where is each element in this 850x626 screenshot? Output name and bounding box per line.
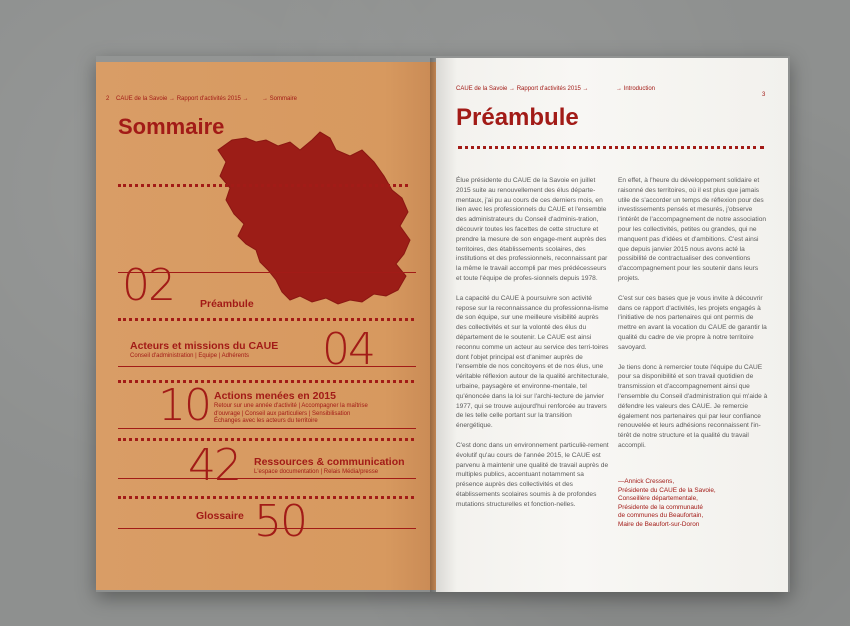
signature-role-4: de communes du Beaufortain, xyxy=(618,512,704,520)
signature-name: —Annick Cressens, xyxy=(618,478,675,485)
entry-number-04: 04 xyxy=(322,324,374,375)
signature-role-1: Présidente du CAUE de la Savoie, xyxy=(618,486,716,494)
right-section-label: → Introduction xyxy=(616,86,656,92)
entry-title-acteurs: Acteurs et missions du CAUE xyxy=(130,340,279,352)
preambule-paragraph-5: C'est sur ces bases que je vous invite à découvrir dans ce rapport d'activités, les projets engagés à l'initiative de nos partenaires qui ont permis de mettre en avant la vocation du CAUE de garantir la qualité du cadre de vie propre à notre territoire savoyard. xyxy=(618,294,767,351)
entry-line-50 xyxy=(118,528,416,529)
preambule-paragraph-2: La capacité du CAUE à poursuivre son activité repose sur la reconnaissance du professionna-lisme de son équipe, sur une meilleure visibilité auprès des collectivités et sur la volonté des élus du département de le soutenir. Le CAUE est ainsi reconnu comme un acteur au service des terri-toires dont l'objet principal est d'animer auprès de l'ensemble de nos concitoyens et de nos élus, une véritable réflexion autour de la qualité architecturale, urbaine, paysagère et environne-mentale, tel qu'énoncée dans la loi sur l'archi-tecture de janvier 1977, qui se trouve aujourd'hui renforcée au travers de les telle celle portant sur la transition énergétique. xyxy=(456,294,609,430)
signature-role-3: Présidente de la communauté xyxy=(618,503,703,511)
dotted-divider-1 xyxy=(118,184,408,187)
entry-line-42 xyxy=(118,478,416,479)
entry-subtitle-actions-3: Échanges avec les acteurs du territoire xyxy=(214,418,318,424)
entry-line-10 xyxy=(118,428,416,429)
entry-title-preambule: Préambule xyxy=(200,298,254,310)
signature-role-5: Maire de Beaufort-sur-Doron xyxy=(618,520,700,528)
left-breadcrumb: CAUE de la Savoie → Rapport d'activités 2015 → xyxy=(116,96,249,102)
sommaire-title: Sommaire xyxy=(118,114,225,139)
entry-subtitle-ressources: L'espace documentation | Relais Média/presse xyxy=(254,469,379,475)
dotted-divider-2 xyxy=(118,318,414,321)
entry-number-02: 02 xyxy=(122,260,174,311)
entry-title-glossaire: Glossaire xyxy=(196,510,244,522)
entry-subtitle-actions-2: d'ouvrage | Conseil aux particuliers | Sensibilisation xyxy=(214,410,351,417)
dotted-divider-4 xyxy=(118,438,414,441)
preambule-dotted-divider xyxy=(458,146,764,149)
entry-title-actions: Actions menées en 2015 xyxy=(214,390,336,402)
preambule-paragraph-3: C'est donc dans un environnement particuliè-rement évolutif qu'au cours de l'année 2015, le CAUE est parvenu à maintenir une qualité de travail auprès de multiples publics, accentuant notamment sa présence auprès des collectivités et des établissements scolaires soumis à de profondes mutations structurelles et fonction-nelles. xyxy=(456,441,609,508)
right-breadcrumb: CAUE de la Savoie → Rapport d'activités 2015 → xyxy=(456,86,589,92)
entry-subtitle-actions-1: Retour sur une année d'activité | Accompagner la maîtrise xyxy=(214,403,368,409)
entry-number-10: 10 xyxy=(158,380,210,431)
savoie-map-shape xyxy=(218,132,410,304)
entry-line-04 xyxy=(118,366,416,367)
signature-role-2: Conseillère départementale, xyxy=(618,495,698,503)
preambule-paragraph-1: Élue présidente du CAUE de la Savoie en juillet 2015 suite au renouvellement des élus départe-mentaux, j'ai pu au cours de ces derniers mois, en lien avec les professionnels du CAUE et l'ensemble des administrateurs du Conseil d'adminis-tration, découvrir toutes les facettes de cette structure et prendre la mesure de son engage-ment auprès des territoires, des établissements scolaires, des institutions et des professionnels, reconnaissant par la même le travail accompli par mes prédécesseurs et toute l'équipe de profes-sionnels depuis 1978. xyxy=(456,177,608,282)
entry-title-ressources: Ressources & communication xyxy=(254,456,405,468)
preambule-column-1 xyxy=(456,176,610,520)
entry-subtitle-acteurs: Conseil d'administration | Equipe | Adhérents xyxy=(130,353,249,359)
preambule-paragraph-6: Je tiens donc à remercier toute l'équipe du CAUE pour sa disponibilité et son travail quotidien de transmission et d'accompagnement ainsi que l'ensemble du Conseil d'administration qui m'aide à défendre les valeurs des CAUE. Je remercie également nos partenaires qui par leur confiance renouvelée et leurs adhésions reconnaissent l'in-térêt de notre structure et la qualité du travail accompli. xyxy=(618,363,768,449)
entry-number-50: 50 xyxy=(254,496,306,547)
signature-block xyxy=(618,478,716,530)
right-page-number: 3 xyxy=(762,92,766,98)
preambule-column-2 xyxy=(618,176,768,461)
left-page-number: 2 xyxy=(106,96,110,102)
preambule-title: Préambule xyxy=(456,104,579,131)
left-section-label: → Sommaire xyxy=(262,96,298,102)
entry-number-42: 42 xyxy=(188,440,240,491)
preambule-paragraph-4: En effet, à l'heure du développement solidaire et raisonné des territoires, où il est plus que jamais utile de s'accorder un temps de réflexion pour des investissements pensés et mesurés, j'observe l'intérêt de l'accompagnement de notre association pour les collectivités, petites ou grandes, qui ne manquent pas d'idées et d'ambitions. C'est ainsi que depuis janvier 2015 nous avons acté la possibilité de contractualiser des conventions d'accompagnement pour les soutenir dans leurs projets. xyxy=(618,177,767,282)
